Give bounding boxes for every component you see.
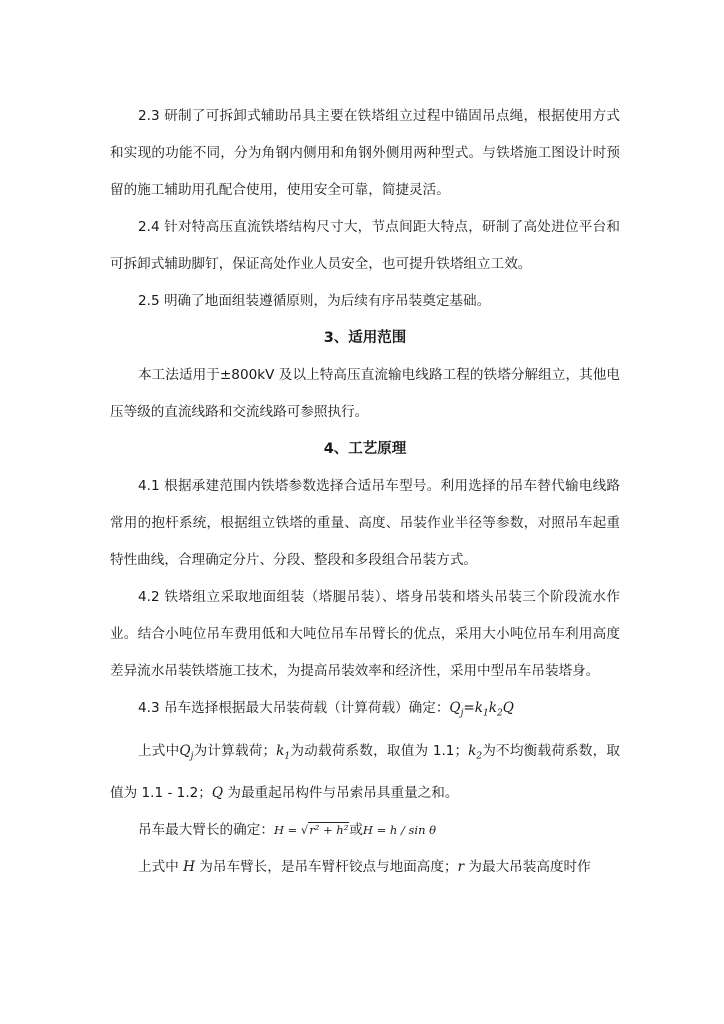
paragraph-2-3: 2.3 研制了可拆卸式辅助吊具主要在铁塔组立过程中锚固吊点绳，根据使用方式和实现的功能不同，分为角钢内侧用和角钢外侧用两种型式。与铁塔施工图设计时预留的施工辅助用孔配合使用，使用安全可靠，简捷灵活。: [110, 108, 620, 198]
paragraph-2-4: 2.4 针对特高压直流铁塔结构尺寸大，节点间距大特点，研制了高处进位平台和可拆卸式辅助脚钉，保证高处作业人员安全，也可提升铁塔组立工效。: [110, 219, 620, 272]
paragraph-4-1: 4.1 根据承建范围内铁塔参数选择合适吊车型号。利用选择的吊车替代输电线路常用的抱杆系统，根据组立铁塔的重量、高度、吊装作业半径等参数，对照吊车起重特性曲线，合理确定分片、分段、整段和多段组合吊装方式。: [110, 478, 620, 568]
paragraph-4-3: [110, 690, 620, 733]
paragraph-last: 上式中 H 为吊车臂长，是吊车臂杆铰点与地面高度；r 为最大吊装高度时作: [138, 859, 591, 876]
arm-formula-sin: H = h / sin θ: [362, 823, 437, 838]
paragraph-4-2: 4.2 铁塔组立采取地面组装（塔腿吊装）、塔身吊装和塔头吊装三个阶段流水作业。结合小吨位吊车费用低和大吨位吊车吊臂长的优点，采用大小吨位吊车利用高度差异流水吊装铁塔施工技术，为提高吊装效率和经济性，采用中型吊车吊装塔身。: [110, 589, 620, 679]
section-heading-3: 3、适用范围: [323, 330, 407, 346]
arm-formula-sqrt: H = √r² + h²: [273, 823, 349, 838]
paragraph-4-3-text: 4.3 吊车选择根据最大吊装荷载（计算荷载）确定：: [138, 700, 450, 716]
load-formula: $Q_j=k_1k_2Q$: [449, 700, 514, 719]
paragraph-2-5: 2.5 明确了地面组装遵循原则，为后续有序吊装奠定基础。: [138, 293, 491, 309]
paragraph-arm-length: 吊车最大臂长的确定：H = √r² + h²或H = h / sin θ: [138, 822, 437, 839]
section-heading-4: 4、工艺原理: [323, 441, 407, 457]
paragraph-3-body: 本工法适用于±800kV 及以上特高压直流输电线路工程的铁塔分解组立，其他电压等级的直流线路和交流线路可参照执行。: [110, 367, 620, 420]
paragraph-formula-explanation: 上式中$Q_j$为计算载荷；$k_1$为动载荷系数，取值为 1.1；$k_2$为不均衡载荷系数，取值为 1.1 - 1.2；Q 为最重起吊构件与吊索吊具重量之和。: [110, 742, 621, 802]
